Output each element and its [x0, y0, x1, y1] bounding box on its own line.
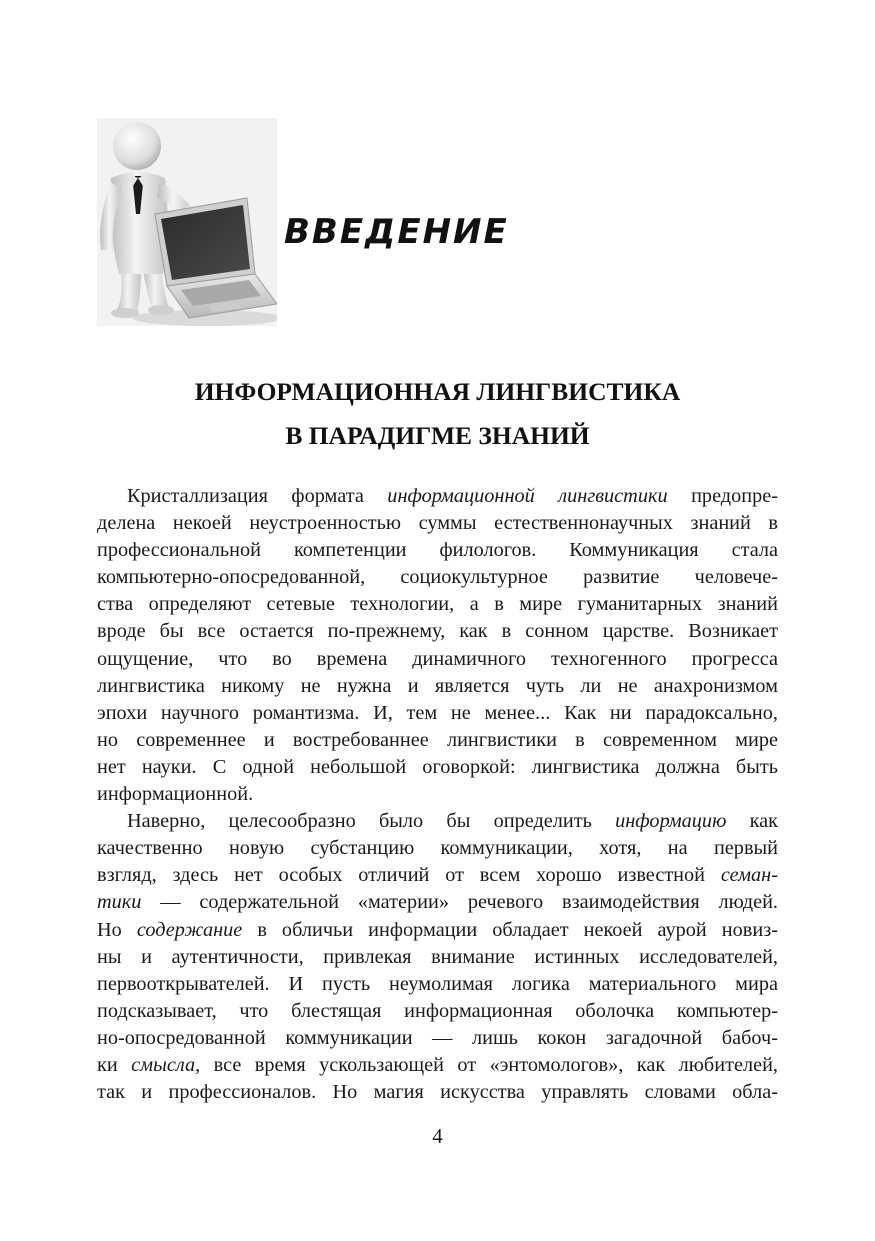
- text-line: [97, 1079, 778, 1106]
- text-run: , все время ускользающей от «энтомологов», как любителей,: [195, 1053, 778, 1076]
- italic-term: информационной лингвистики: [387, 485, 668, 507]
- text-line: [97, 971, 778, 998]
- text-run: как: [726, 810, 778, 833]
- text-line: [97, 835, 778, 862]
- text-run: взгляд, здесь нет особых отличий от всем хорошо известной: [97, 864, 721, 887]
- text-line: [97, 483, 778, 510]
- text-run: Но: [97, 918, 137, 941]
- text-run: нет науки. С одной небольшой оговоркой: лингвистика должна быть: [97, 755, 778, 778]
- text-run: в обличьи информации обладает некоей аурой новиз-: [242, 918, 778, 941]
- text-line: [97, 754, 778, 781]
- text-line: [97, 673, 778, 700]
- text-run: подсказывает, что блестящая информационная оболочка компьютер-: [97, 999, 778, 1022]
- text-run: но современнее и востребованнее лингвистики в современном мире: [97, 728, 778, 751]
- text-run: ны и аутентичности, привлекая внимание истинных исследователей,: [97, 945, 778, 968]
- section-heading-line-2: В ПАРАДИГМЕ ЗНАНИЙ: [285, 421, 590, 450]
- text-run: компьютерно-опосредованной, социокультурное развитие человече-: [97, 566, 778, 589]
- text-line: [97, 537, 778, 564]
- text-run: качественно новую субстанцию коммуникации, хотя, на первый: [97, 837, 778, 860]
- text-run: первооткрывателей. И пусть неумолимая логика материального мира: [97, 972, 778, 995]
- text-line: [97, 862, 778, 889]
- text-run: ства определяют сетевые технологии, а в мире гуманитарных знаний: [97, 593, 778, 616]
- italic-term: смысла: [131, 1053, 196, 1076]
- text-line: [97, 889, 778, 916]
- text-line: [97, 646, 778, 673]
- text-run: предопре-: [667, 485, 779, 507]
- text-line: [97, 1052, 778, 1079]
- text-run: так и профессионалов. Но магия искусства управлять словами обла-: [97, 1081, 778, 1104]
- text-run: но-опосредованной коммуникации — лишь кокон загадочной бабоч-: [97, 1026, 778, 1049]
- person-with-laptop-illustration: [97, 118, 277, 326]
- text-line: [97, 618, 778, 645]
- text-run: информационной.: [97, 783, 254, 806]
- text-run: лингвистика никому не нужна и является чуть ли не анахронизмом: [97, 674, 778, 697]
- text-line: [97, 944, 778, 971]
- section-heading: [0, 370, 875, 458]
- page-number: 4: [432, 1124, 443, 1148]
- text-run: делена некоей неустроенностью суммы естественнонаучных знаний в: [97, 512, 778, 535]
- italic-term: содержание: [136, 918, 243, 941]
- text-run: профессиональной компетенции филологов. Коммуникация стала: [97, 539, 778, 562]
- text-run: Наверно, целесообразно было бы определить: [127, 810, 616, 833]
- text-line: [97, 998, 778, 1025]
- section-heading-line-1: ИНФОРМАЦИОННАЯ ЛИНГВИСТИКА: [194, 377, 681, 406]
- body-text: [97, 483, 778, 1106]
- text-line: [97, 591, 778, 618]
- person-with-laptop-icon: [97, 118, 277, 326]
- text-line: [97, 564, 778, 591]
- text-run: — содержательной «материи» речевого взаимодействия людей.: [141, 891, 778, 914]
- text-run: ки: [97, 1053, 132, 1076]
- text-run: вроде бы все остается по-прежнему, как в сонном царстве. Возникает: [97, 620, 778, 643]
- text-run: эпохи научного романтизма. И, тем не менее... Как ни парадоксально,: [97, 701, 778, 724]
- text-line: [97, 781, 778, 808]
- italic-term: семан-: [720, 864, 778, 887]
- text-run: ощущение, что во времена динамичного техногенного прогресса: [97, 647, 778, 670]
- text-line: [97, 1025, 778, 1052]
- text-line: [97, 727, 778, 754]
- text-line: [97, 510, 778, 537]
- text-line: [97, 700, 778, 727]
- chapter-title: ВВЕДЕНИЕ: [284, 212, 509, 252]
- italic-term: тики: [97, 891, 142, 914]
- text-run: Кристаллизация формата: [127, 485, 388, 507]
- text-line: [97, 917, 778, 944]
- italic-term: информацию: [615, 810, 727, 833]
- text-line: [97, 808, 778, 835]
